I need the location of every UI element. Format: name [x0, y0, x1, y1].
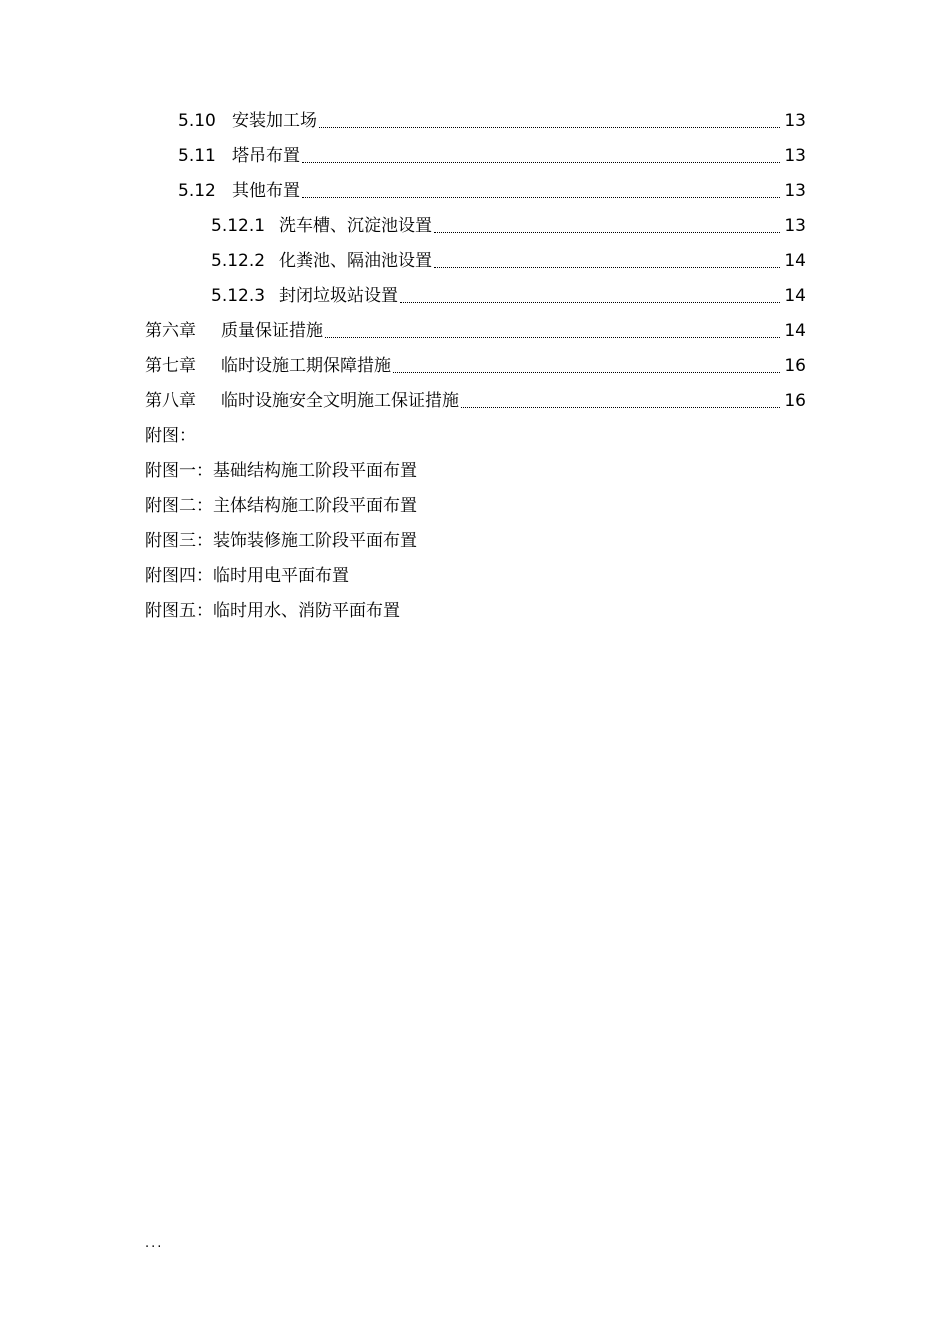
- toc-entry-page: 16: [784, 356, 806, 376]
- appendix-item[interactable]: [0, 454, 950, 489]
- toc-entry-content: [145, 314, 950, 349]
- toc-entry-5-10[interactable]: [0, 104, 950, 139]
- dot-leader: [461, 406, 780, 408]
- page-footer: ...: [145, 1236, 164, 1251]
- toc-entry-title: 化粪池、隔油池设置: [279, 251, 432, 271]
- toc-entry-title: 封闭垃圾站设置: [279, 286, 398, 306]
- toc-entry-page: 13: [784, 216, 806, 236]
- dot-leader: [325, 336, 780, 338]
- toc-entry-content: [211, 279, 950, 314]
- toc-entry-number: 5.12.2: [211, 251, 266, 271]
- appendix-item[interactable]: [0, 524, 950, 559]
- dot-leader: [319, 126, 780, 128]
- toc-entry-page: 13: [784, 111, 806, 131]
- toc-entry-number: 第六章: [145, 321, 196, 341]
- toc-entry-content: [211, 244, 950, 279]
- appendix-item-text: 附图五：临时用水、消防平面布置: [145, 601, 400, 621]
- toc-entry-number: 第七章: [145, 356, 196, 376]
- toc-entry-chapter-7[interactable]: [0, 349, 950, 384]
- toc-entry-title: 临时设施安全文明施工保证措施: [221, 391, 459, 411]
- toc-entry-number: 5.11: [178, 146, 216, 166]
- toc-entry-page: 14: [784, 321, 806, 341]
- toc-entry-content: [211, 209, 950, 244]
- appendix-heading: [0, 419, 950, 454]
- dot-leader: [434, 266, 780, 268]
- toc-entry-chapter-8[interactable]: [0, 384, 950, 419]
- toc-entry-number: 5.12.3: [211, 286, 266, 306]
- toc-entry-page: 13: [784, 181, 806, 201]
- toc-entry-page: 16: [784, 391, 806, 411]
- toc-entry-content: [178, 139, 950, 174]
- appendix-item[interactable]: [0, 489, 950, 524]
- toc-entry-title: 塔吊布置: [232, 146, 300, 166]
- toc-entry-chapter-6[interactable]: [0, 314, 950, 349]
- toc-entry-title: 洗车槽、沉淀池设置: [279, 216, 432, 236]
- toc-entry-number: 5.12: [178, 181, 216, 201]
- toc-entry-content: [178, 104, 950, 139]
- appendix-heading-text: 附图：: [145, 426, 196, 446]
- toc-entry-title: 临时设施工期保障措施: [221, 356, 391, 376]
- toc-entry-title: 其他布置: [232, 181, 300, 201]
- toc-entry-5-12-1[interactable]: [0, 209, 950, 244]
- toc-entry-page: 14: [784, 286, 806, 306]
- toc-entry-title: 安装加工场: [232, 111, 317, 131]
- toc-entry-number: 第八章: [145, 391, 196, 411]
- toc-entry-content: [145, 384, 950, 419]
- toc-entry-page: 14: [784, 251, 806, 271]
- toc-entry-title: 质量保证措施: [221, 321, 323, 341]
- toc-entry-content: [178, 174, 950, 209]
- dot-leader: [302, 161, 780, 163]
- toc-entry-number: 5.12.1: [211, 216, 266, 236]
- dot-leader: [400, 301, 780, 303]
- toc-entry-page: 13: [784, 146, 806, 166]
- appendix-item[interactable]: [0, 594, 950, 629]
- table-of-contents: [0, 104, 950, 629]
- dot-leader: [302, 196, 780, 198]
- appendix-item-text: 附图四：临时用电平面布置: [145, 566, 349, 586]
- dot-leader: [434, 231, 780, 233]
- toc-entry-5-11[interactable]: [0, 139, 950, 174]
- toc-entry-5-12-2[interactable]: [0, 244, 950, 279]
- toc-entry-5-12[interactable]: [0, 174, 950, 209]
- appendix-item-text: 附图二：主体结构施工阶段平面布置: [145, 496, 417, 516]
- toc-entry-5-12-3[interactable]: [0, 279, 950, 314]
- toc-entry-number: 5.10: [178, 111, 216, 131]
- dot-leader: [393, 371, 780, 373]
- appendix-item-text: 附图三：装饰装修施工阶段平面布置: [145, 531, 417, 551]
- appendix-item-text: 附图一：基础结构施工阶段平面布置: [145, 461, 417, 481]
- appendix-item[interactable]: [0, 559, 950, 594]
- toc-entry-content: [145, 349, 950, 384]
